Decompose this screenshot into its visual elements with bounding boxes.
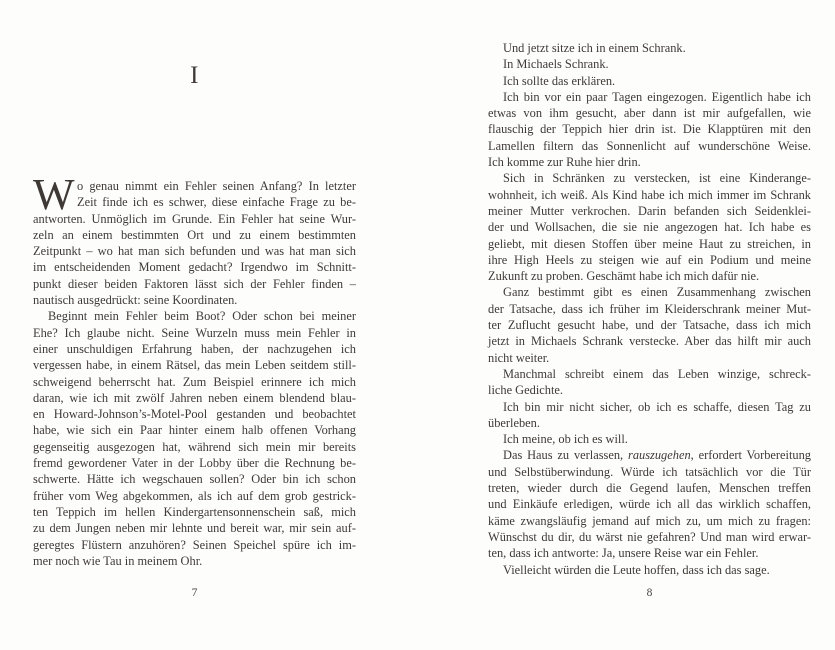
text-segment: geliebt, mit diesen Stoffen über meine Haut zu streichen, in [488,236,811,251]
text-line [33,308,356,324]
text-line [33,504,356,520]
chapter-heading: I [190,62,199,89]
text-line [488,415,811,431]
text-line [488,73,811,89]
text-line [488,480,811,496]
text-line [488,105,811,121]
text-line [488,89,811,105]
text-segment: überleben. [488,415,540,430]
text-segment: vergessen habe, in einem Rätsel, das mein Leben seitdem still- [33,358,356,373]
text-line [488,219,811,235]
text-segment: liche Gedichte. [488,383,563,398]
text-segment: nicht weiter. [488,350,550,365]
text-segment: Lamellen filtern das Sonnenlicht auf wunderschöne Weise. [488,138,811,153]
text-segment: und Selbstüberwindung. Würde ich tatsächlich vor die Tür [488,464,811,479]
text-line [488,431,811,447]
text-line [33,211,356,227]
text-segment: und Einkäufe erledigen, würde ich all das wirklich schaffen, [488,497,811,512]
text-line [488,268,811,284]
drop-cap: W [33,170,75,219]
text-line [488,317,811,333]
text-segment: Beginnt mein Fehler beim Boot? Oder schon bei meiner [48,309,356,324]
text-line [33,520,356,536]
text-line [488,333,811,349]
text-line [33,227,356,243]
text-line [33,341,356,357]
text-line [33,276,356,292]
text-segment: o genau nimmt ein Fehler seinen Anfang? In letzter [77,179,356,193]
text-line [33,194,356,210]
text-segment: zeln an einem bestimmten Ort und zu einem bestimmten [33,227,356,242]
text-segment: etwas von ihm gesucht, aber dann ist mir aufgefallen, wie [488,106,811,121]
text-line [488,562,811,578]
text-line [488,252,811,268]
text-segment: In Michaels Schrank. [503,57,609,72]
text-segment: geregtes Flüstern anzuhören? Seinen Speichel spüre ich im- [33,537,356,552]
text-segment: gegenseitig ausgezogen hat, während sich mein mir bereits [33,439,356,454]
text-line [488,529,811,545]
text-line [488,121,811,137]
page-right [488,0,811,650]
text-line [488,447,811,463]
text-line [33,439,356,455]
text-segment: Sich in Schränken zu verstecken, ist eine Kinderange- [503,171,811,186]
text-line [488,496,811,512]
text-segment: jetzt in Michaels Schrank verstecke. Aber das hilft mir auch [488,334,811,349]
text-line [488,138,811,154]
text-line [33,292,356,308]
text-line [488,284,811,300]
text-segment: flauschig der Teppich hier drin ist. Die Klapptüren mit den [488,122,811,137]
text-line [488,513,811,529]
text-segment: Ich bin vor ein paar Tagen eingezogen. Eigentlich habe ich [503,89,811,104]
text-line [33,422,356,438]
text-segment: der Tatsache, dass ich früher im Kleiderschrank meiner Mut- [488,301,811,316]
text-segment: früher vom Weg abgekommen, als ich auf dem grob gestrick- [33,488,356,503]
text-segment: schweigend beherrscht hat. Zum Beispiel erinnere ich mich [33,374,356,389]
text-line [33,455,356,471]
page-left [33,0,356,650]
text-segment: zu dem Jungen neben mir lehnte und bereit war, mir sein auf- [33,521,356,536]
text-line [33,406,356,422]
text-segment: treten, wieder durch die Gegend laufen, Menschen treffen [488,481,811,496]
text-line [488,464,811,480]
text-segment: ten, dass ich antworte: Ja, unsere Reise war ein Fehler. [488,546,759,561]
text-segment: schwerte. Hätte ich wegschauen sollen? Oder bin ich schon [33,472,356,487]
text-segment: im entscheidenden Moment gedacht? Irgendwo im Schnitt- [33,260,356,275]
text-segment: punkt dieser beiden Faktoren lässt sich der Fehler finden – [33,276,356,291]
text-line [488,203,811,219]
text-line [33,553,356,569]
text-line [33,488,356,504]
text-segment: Zukunft zu proben. Geschämt habe ich mich dafür nie. [488,269,760,284]
text-segment: fremd gewordener Vater in der Lobby über die Rechnung be- [33,456,356,471]
text-segment: wohnheit, ich weiß. Als Kind habe ich mich immer im Schrank [488,187,811,202]
text-segment: mer noch wie Tau in meinem Ohr. [33,553,203,568]
text-line [488,236,811,252]
text-line [33,243,356,259]
text-segment: Zeitpunkt – wo hat man sich befunden und was hat man sich [33,244,356,259]
text-segment: , erfordert Vorbereitung [690,448,811,463]
text-segment: Ich komme zur Ruhe hier drin. [488,155,641,170]
text-line [488,56,811,72]
text-line [33,325,356,341]
text-segment: antworten. Unmöglich im Grunde. Ein Fehler hat seine Wur- [33,211,356,226]
text-line [488,366,811,382]
text-segment: ten Teppich im hellen Kindergartensonnenschein saß, mich [33,504,356,519]
page-number-right: 8 [646,587,653,599]
text-line [33,471,356,487]
text-line [488,382,811,398]
text-line [488,399,811,415]
text-line [488,187,811,203]
text-line [488,350,811,366]
text-line [33,537,356,553]
text-segment: Vielleicht würden die Leute hoffen, dass ich das sage. [503,562,770,577]
text-segment: nautisch ausgedrückt: seine Koordinaten. [33,293,238,308]
text-segment: Ehe? Ich glaube nicht. Seine Wurzeln muss mein Fehler in [33,325,356,340]
page-right-text [488,40,811,578]
emphasized-text: rauszugehen [628,448,691,463]
text-segment: einer unschuldigen Erfahrung haben, der nachzugehen ich [33,341,356,356]
text-line [33,374,356,390]
text-segment: Und jetzt sitze ich in einem Schrank. [503,41,686,55]
text-segment: Wünschst du dir, du wärst nie gefahren? Und man wird erwar- [488,529,811,544]
text-line [488,545,811,561]
text-segment: käme zwangsläufig jemand auf mich zu, um mich zu fragen: [488,513,811,528]
text-segment: Zeit finde ich es schwer, diese einfache Frage zu be- [77,195,356,210]
text-line [33,259,356,275]
text-line [33,357,356,373]
text-line [488,154,811,170]
text-segment: habe, wie sich ein Paar hinter einem halb offenen Vorhang [33,423,356,438]
text-segment: Ganz bestimmt gibt es einen Zusammenhang zwischen [503,285,811,300]
page-left-text [33,170,356,569]
text-line [488,170,811,186]
text-line [33,178,356,194]
text-segment: ihre High Heels zu steigen wie auf ein Podium und meine [488,252,811,267]
text-line [488,40,811,56]
text-line [488,301,811,317]
text-segment: daran, wie ich mit zwölf Jahren neben einem blendend blau- [33,390,356,405]
text-segment: Das Haus zu verlassen, [503,448,628,463]
text-segment: ter Zuflucht gesucht habe, und der Tatsache, dass ich mich [488,318,811,333]
text-segment: Ich bin mir nicht sicher, ob ich es schaffe, diesen Tag zu [503,399,811,414]
page-number-left: 7 [191,587,198,599]
text-segment: Ich meine, ob ich es will. [503,432,628,447]
text-segment: Manchmal schreibt einem das Leben winzige, schreck- [503,366,811,381]
text-line [33,390,356,406]
text-segment: meiner Mutter verkrochen. Darin befanden sich Seidenklei- [488,203,811,218]
text-segment: der und Wollsachen, die sie nie angezogen hat. Ich habe es [488,220,811,235]
text-segment: en Howard-Johnson’s-Motel-Pool gestanden und beobachtet [33,407,356,422]
text-segment: Ich sollte das erklären. [503,73,616,88]
